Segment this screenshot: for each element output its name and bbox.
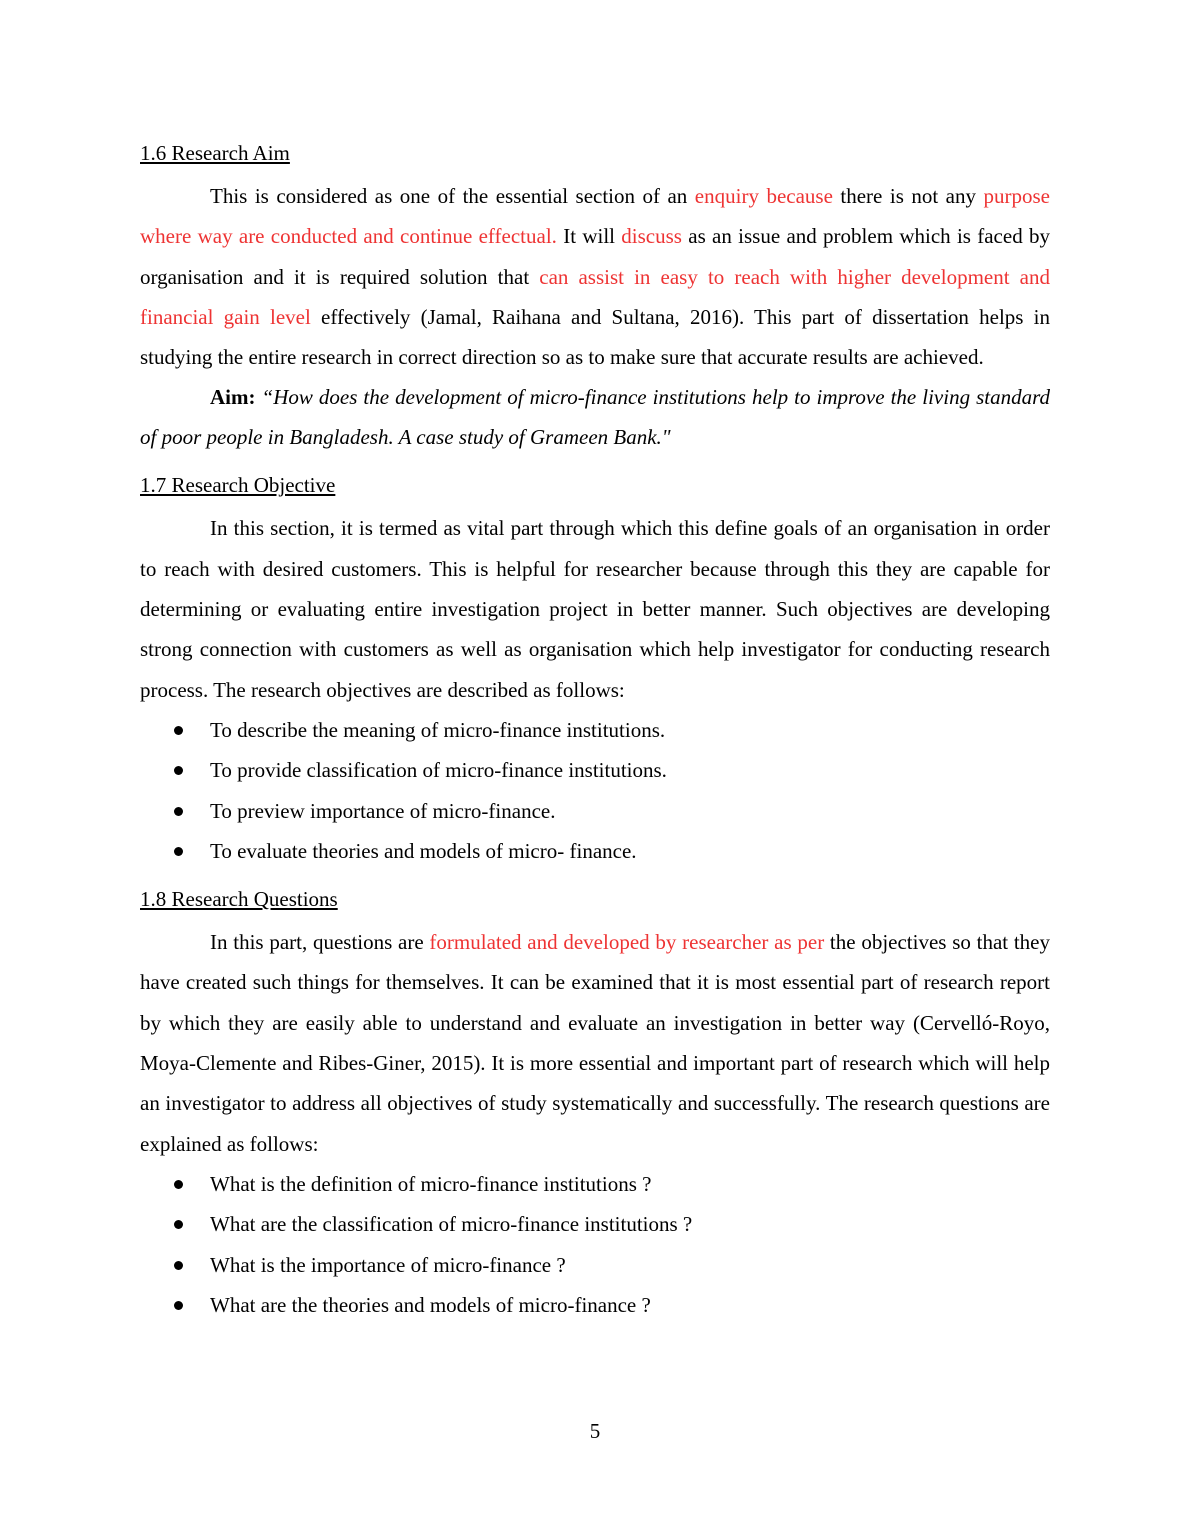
highlighted-text: enquiry because	[694, 184, 833, 208]
highlighted-text: formulated and developed by researcher as per	[429, 930, 825, 955]
questions-list	[140, 1164, 1050, 1325]
text-run: effectively (Jamal, Raihana and Sultana, 2016). This part of dissertation helps in studying the entire research in correct direction so as to make sure that accurate results are achieved.	[140, 304, 1050, 370]
bullet-icon	[174, 726, 183, 735]
list-item: To provide classification of micro-finance institutions.	[140, 750, 1050, 790]
text-run: This is considered as one of the essential section of an	[210, 184, 695, 208]
research-questions-paragraph	[140, 922, 1050, 1164]
bullet-icon	[174, 1220, 183, 1229]
highlighted-text: purpose where way are conducted and continue effectual.	[140, 184, 1051, 249]
research-aim-paragraph	[140, 176, 1050, 377]
bullet-icon	[174, 1180, 183, 1189]
text-run: there is not any	[832, 184, 984, 208]
highlighted-text: discuss	[621, 224, 682, 249]
aim-text: “How does the development of micro-finance institutions help to improve the living standard of poor people in Bangladesh. A case study of Grameen Bank."	[140, 385, 1051, 450]
document-page	[140, 136, 1050, 1325]
list-item: To describe the meaning of micro-finance institutions.	[140, 710, 1050, 750]
objectives-list	[140, 710, 1050, 871]
aim-label: Aim:	[210, 385, 256, 410]
page-number: 5	[589, 1419, 601, 1443]
highlighted-text: can assist in easy to reach with higher development and financial gain level	[140, 264, 1050, 329]
list-item: To evaluate theories and models of micro- finance.	[140, 831, 1050, 871]
text-run: the objectives so that they have created such things for themselves. It can be examined that it is most essential part of research report by which they are easily able to understand and evaluate an investigation in better way (Cervelló-Royo, Moya-Clemente and Ribes-Giner, 2015). It is more essential and important part of research which will help an investigator to address all objectives of study systematically and successfully. The research questions are explained as follows:	[140, 930, 1051, 1156]
bullet-icon	[174, 1261, 183, 1270]
list-item: To preview importance of micro-finance.	[140, 791, 1050, 831]
list-item: What are the theories and models of micro-finance ?	[140, 1285, 1050, 1325]
bullet-icon	[174, 1301, 183, 1310]
bullet-icon	[174, 847, 183, 856]
text-run: It will	[556, 224, 622, 249]
bullet-icon	[174, 766, 183, 775]
list-item: What is the importance of micro-finance ?	[140, 1245, 1050, 1285]
text-run: as an issue and problem which is faced by organisation and it is required solution that	[140, 224, 1050, 289]
list-item: What are the classification of micro-finance institutions ?	[140, 1204, 1050, 1244]
section-heading-research-objective: 1.7 Research Objective	[140, 473, 336, 498]
section-heading-research-aim: 1.6 Research Aim	[140, 141, 290, 165]
aim-statement	[140, 377, 1050, 457]
section-heading-research-questions: 1.8 Research Questions	[140, 887, 338, 912]
text-run: In this part, questions are	[210, 930, 430, 955]
bullet-icon	[174, 807, 183, 816]
research-objective-paragraph: In this section, it is termed as vital part through which this define goals of an organisation in order to reach with desired customers. This is helpful for researcher because through this they are capable for determining or evaluating entire investigation project in better manner. Such objectives are developing strong connection with customers as well as organisation which help investigator for conducting research process. The research objectives are described as follows:	[140, 516, 1050, 702]
list-item: What is the definition of micro-finance institutions ?	[140, 1164, 1050, 1204]
